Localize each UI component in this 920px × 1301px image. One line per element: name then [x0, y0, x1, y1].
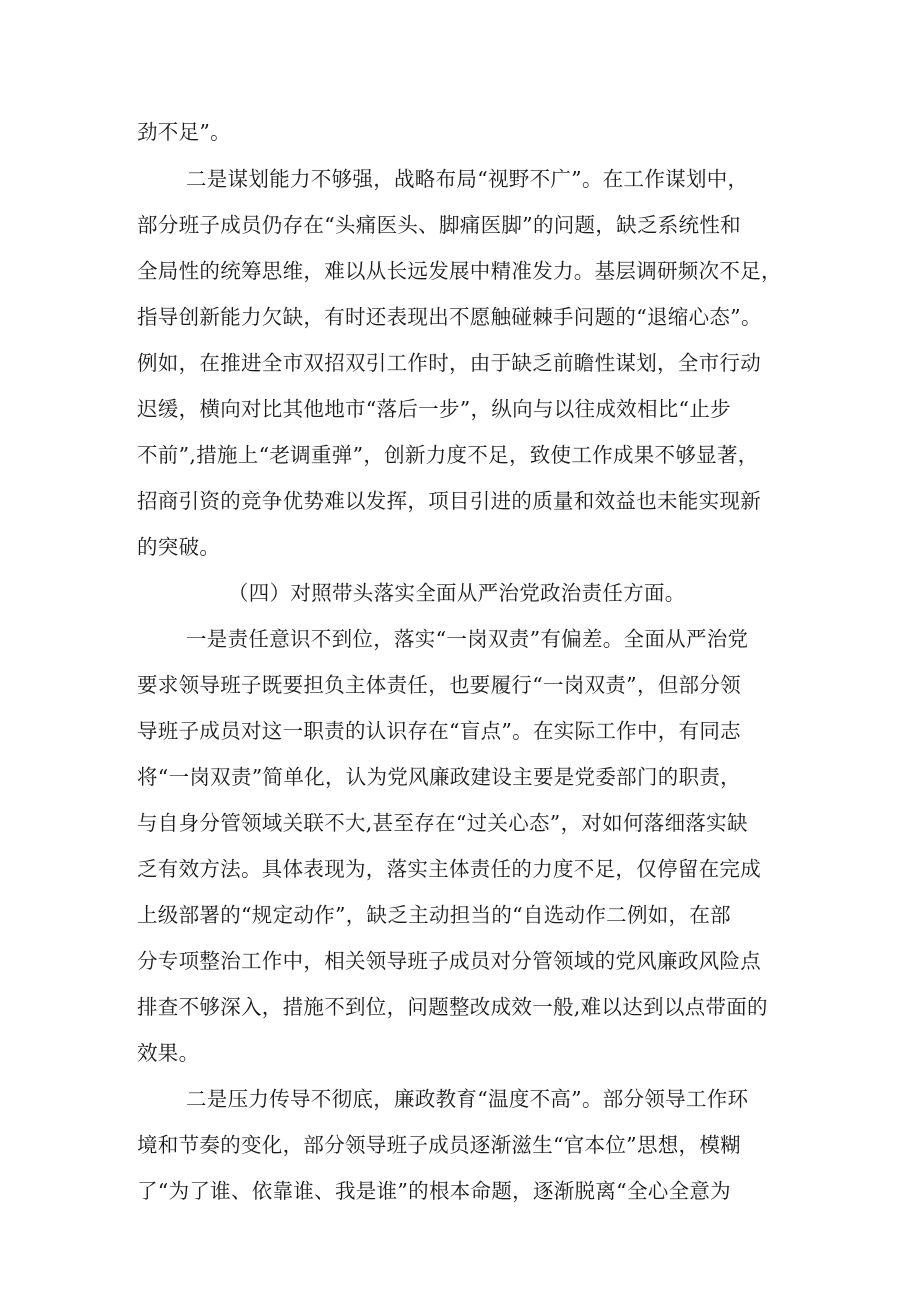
text-line: 要求领导班子既要担负主体责任，也要履行“一岗双责”，但部分领 — [137, 673, 741, 697]
text-line: 乏有效方法。具体表现为，落实主体责任的力度不足，仅停留在完成 — [137, 857, 761, 881]
text-line: 境和节奏的变化，部分领导班子成员逐渐滋生“官本位”思想，模糊 — [137, 1133, 741, 1157]
text-line: 将“一岗双责”简单化，认为党风廉政建设主要是党委部门的职责， — [137, 765, 741, 789]
paragraph-first-line: 一是责任意识不到位，落实“一岗双责”有偏差。全面从严治党 — [186, 627, 749, 651]
text-line: 不前”,措施上“老调重弹”，创新力度不足，致使工作成果不够显著， — [137, 443, 759, 467]
text-line: 指导创新能力欠缺，有时还表现出不愿触碰棘手问题的“退缩心态”。 — [137, 305, 762, 329]
text-line: 劲不足”。 — [137, 120, 231, 144]
text-line: 与自身分管领域关联不大,甚至存在“过关心态”，对如何落细落实缺 — [137, 811, 748, 835]
text-line: 部分班子成员仍存在“头痛医头、脚痛医脚”的问题，缺乏系统性和 — [137, 213, 741, 237]
text-line: 分专项整治工作中，相关领导班子成员对分管领域的党风廉政风险点 — [137, 949, 761, 973]
text-line: 全局性的统筹思维，难以从长远发展中精准发力。基层调研频次不足， — [137, 259, 782, 283]
text-line: 效果。 — [137, 1041, 200, 1065]
text-line: 的突破。 — [137, 535, 221, 559]
text-line: 招商引资的竞争优势难以发挥，项目引进的质量和效益也未能实现新 — [137, 489, 761, 513]
paragraph-first-line: 二是压力传导不彻底，廉政教育“温度不高”。部分领导工作环 — [186, 1087, 749, 1111]
text-line: 例如，在推进全市双招双引工作时，由于缺乏前瞻性谋划，全市行动 — [137, 351, 761, 375]
paragraph-first-line: 二是谋划能力不够强，战略布局“视野不广”。在工作谋划中， — [186, 167, 749, 191]
text-line: 导班子成员对这一职责的认识存在“盲点”。在实际工作中，有同志 — [137, 719, 741, 743]
section-heading: （四）对照带头落实全面从严治党政治责任方面。 — [228, 581, 686, 605]
text-line: 迟缓，横向对比其他地市“落后一步”，纵向与以往成效相比“止步 — [137, 397, 731, 421]
text-line: 上级部署的“规定动作”，缺乏主动担当的“自选动作二例如，在部 — [137, 903, 731, 927]
text-line: 了“为了谁、依靠谁、我是谁”的根本命题，逐渐脱离“全心全意为 — [137, 1179, 731, 1203]
text-line: 排查不够深入，措施不到位，问题整改成效一般,难以达到以点带面的 — [137, 995, 768, 1019]
